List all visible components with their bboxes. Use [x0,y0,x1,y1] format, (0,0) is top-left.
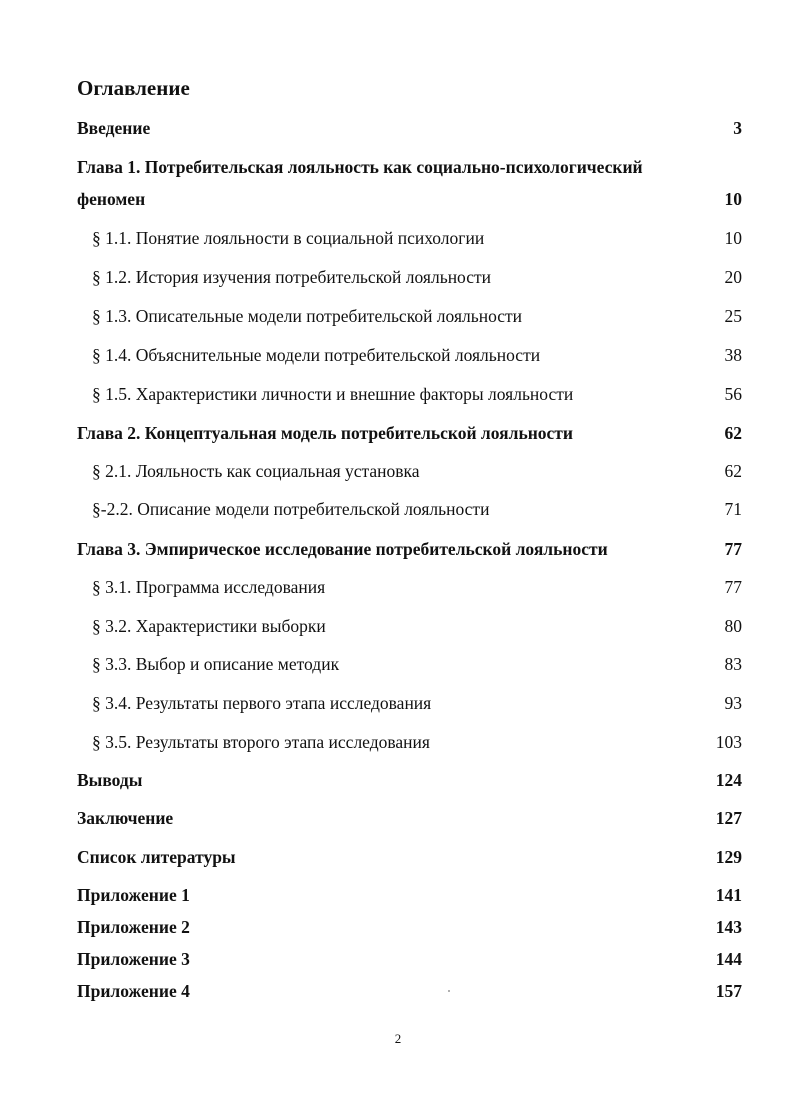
toc-entry-page: 56 [724,384,742,404]
toc-entry-page: 10 [724,228,742,248]
toc-entry-appendix-4 [77,980,742,1002]
toc-entry-label: Приложение 3 [77,949,190,969]
toc-chapter1-label-line1: Глава 1. Потребительская лояльность как социально-психологический [77,157,643,177]
toc-entry-conclusions [77,769,742,791]
toc-entry-appendix-2 [77,916,742,938]
toc-entry-page: 80 [724,616,742,636]
toc-entry-chapter2 [77,422,742,444]
toc-entry-page: 62 [724,423,742,443]
toc-entry-label: § 3.1. Программа исследования [92,577,326,597]
toc-entry-label: Глава 2. Концептуальная модель потребительской лояльности [77,423,573,443]
toc-section-2-1 [92,460,742,482]
toc-entry-label: § 1.3. Описательные модели потребительской лояльности [92,306,523,326]
toc-entry-label: Приложение 1 [77,885,190,905]
toc-entry-page: 77 [724,539,742,559]
page-number: 2 [394,1031,402,1046]
toc-entry-label: §-2.2. Описание модели потребительской лояльности [92,499,490,519]
page-title: Оглавление [77,76,190,100]
toc-entry-references [77,846,742,868]
toc-entry-label: § 1.4. Объяснительные модели потребительской лояльности [92,345,541,365]
toc-entry-page: 143 [715,917,742,937]
toc-entry-label: Приложение 4 [77,981,190,1001]
toc-section-1-3 [92,305,742,327]
toc-entry-page: 127 [715,808,742,828]
toc-entry-page: 77 [724,577,742,597]
toc-entry-summary [77,807,742,829]
toc-entry-label: Заключение [77,808,174,828]
toc-entry-label: § 1.5. Характеристики личности и внешние факторы лояльности [92,384,574,404]
toc-entry-label: Введение [77,118,151,138]
toc-entry-appendix-3 [77,948,742,970]
toc-entry-page: 144 [715,949,742,969]
toc-entry-page: 71 [724,499,742,519]
toc-entry-page: 103 [715,732,742,752]
toc-section-3-2 [92,615,742,637]
toc-entry-page: 10 [724,189,742,209]
toc-entry-chapter3 [77,538,742,560]
toc-entry-page: 124 [715,770,742,790]
toc-entry-label: § 1.1. Понятие лояльности в социальной психологии [92,228,485,248]
toc-entry-page: 20 [724,267,742,287]
scan-speck [448,990,450,992]
toc-section-3-4 [92,692,742,714]
toc-section-3-1 [92,576,742,598]
toc-entry-introduction [77,117,742,139]
toc-entry-label: § 1.2. История изучения потребительской лояльности [92,267,492,287]
toc-entry-page: 93 [724,693,742,713]
toc-section-3-5 [92,731,742,753]
toc-entry-label: феномен [77,189,146,209]
toc-entry-label: § 3.4. Результаты первого этапа исследования [92,693,432,713]
toc-entry-chapter1 [77,188,742,210]
toc-entry-page: 83 [724,654,742,674]
toc-entry-label: § 3.2. Характеристики выборки [92,616,326,636]
toc-entry-label: § 2.1. Лояльность как социальная установка [92,461,420,481]
toc-entry-label: § 3.3. Выбор и описание методик [92,654,340,674]
toc-entry-page: 25 [724,306,742,326]
toc-entry-label: § 3.5. Результаты второго этапа исследования [92,732,430,752]
toc-section-2-2 [92,498,742,520]
toc-section-1-1 [92,227,742,249]
toc-entry-page: 62 [724,461,742,481]
toc-section-1-2 [92,266,742,288]
toc-entry-page: 157 [715,981,742,1001]
toc-entry-page: 129 [715,847,742,867]
toc-entry-page: 38 [724,345,742,365]
toc-entry-label: Список литературы [77,847,236,867]
toc-entry-page: 3 [733,118,742,138]
toc-entry-page: 141 [715,885,742,905]
toc-section-1-4 [92,344,742,366]
toc-entry-label: Приложение 2 [77,917,190,937]
toc-section-3-3 [92,653,742,675]
toc-entry-appendix-1 [77,884,742,906]
toc-section-1-5 [92,383,742,405]
toc-entry-label: Выводы [77,770,143,790]
toc-entry-label: Глава 3. Эмпирическое исследование потребительской лояльности [77,539,608,559]
